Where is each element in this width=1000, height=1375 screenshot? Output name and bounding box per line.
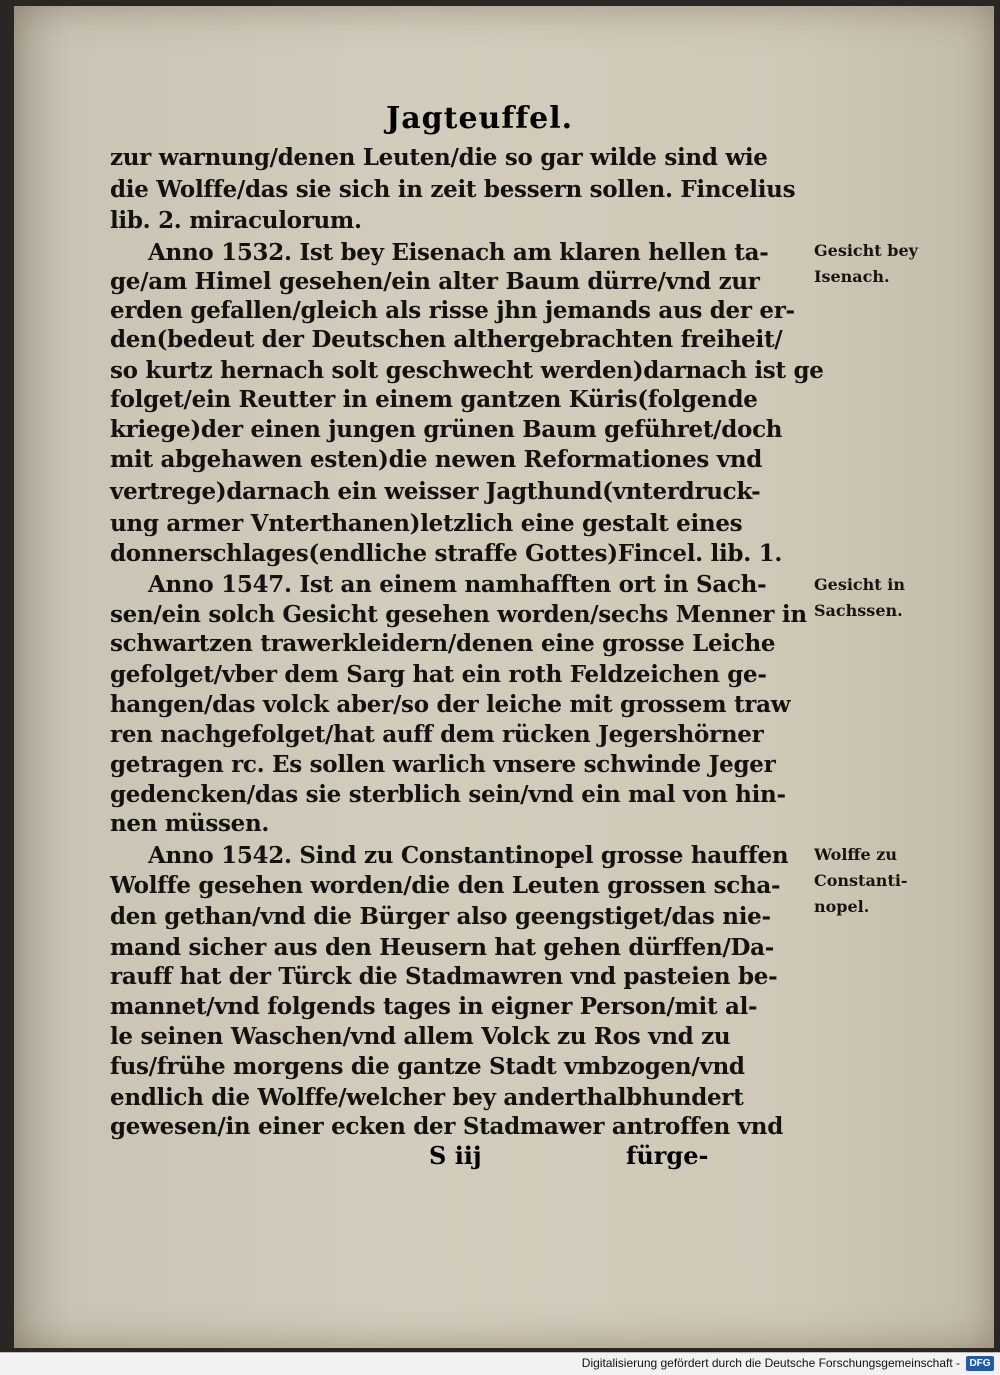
text-line: die Wolffe/das sie sich in zeit bessern sollen. Fincelius (110, 176, 796, 203)
text-line: getragen rc. Es sollen warlich vnsere schwinde Jeger (110, 751, 776, 778)
book-page (14, 6, 994, 1348)
text-line: endlich die Wolffe/welcher bey anderthalbhundert (110, 1084, 744, 1111)
text-line: lib. 2. miraculorum. (110, 207, 362, 234)
text-line: ren nachgefolget/hat auff dem rücken Jegershörner (110, 721, 764, 748)
text-line: gewesen/in einer ecken der Stadmawer antroffen vnd (110, 1113, 783, 1140)
dfg-logo[interactable]: DFG (966, 1356, 994, 1371)
text-line: ge/am Himel gesehen/ein alter Baum dürre/vnd zur (110, 268, 760, 295)
text-line: mannet/vnd folgends tages in eigner Person/mit al- (110, 993, 758, 1020)
footer-bar (0, 1352, 1000, 1375)
running-header: Jagteuffel. (386, 101, 574, 136)
text-line: kriege)der einen jungen grünen Baum geführet/doch (110, 416, 783, 443)
text-line: mand sicher aus den Heusern hat gehen dürffen/Da- (110, 934, 774, 961)
text-line: folget/ein Reutter in einem gantzen Küris(folgende (110, 386, 758, 413)
text-line: Anno 1532. Ist bey Eisenach am klaren hellen ta- (148, 239, 769, 266)
text-line: Anno 1547. Ist an einem namhafften ort in Sach- (148, 571, 767, 598)
text-line: sen/ein solch Gesicht gesehen worden/sechs Menner in (110, 601, 807, 628)
margin-note-sachsen: Gesicht in Sachssen. (814, 575, 905, 620)
text-line: nen müssen. (110, 810, 270, 837)
text-line: zur warnung/denen Leuten/die so gar wilde sind wie (110, 144, 768, 171)
catchword: fürge- (626, 1141, 709, 1170)
margin-note-eisenach: Gesicht bey Isenach. (814, 241, 918, 286)
text-line: hangen/das volck aber/so der leiche mit grossem traw (110, 691, 791, 718)
text-line: le seinen Waschen/vnd allem Volck zu Ros vnd zu (110, 1023, 731, 1050)
text-line: so kurtz hernach solt geschwecht werden)darnach ist ge (110, 357, 824, 384)
text-line: vertrege)darnach ein weisser Jagthund(vnterdruck- (110, 478, 761, 505)
text-line: gefolget/vber dem Sarg hat ein roth Feldzeichen ge- (110, 661, 767, 688)
text-line: den(bedeut der Deutschen althergebrachten freiheit/ (110, 326, 783, 353)
text-line: ung armer Vnterthanen)letzlich eine gestalt eines (110, 510, 743, 537)
text-line: mit abgehawen esten)die newen Reformationes vnd (110, 446, 763, 473)
text-line: donnerschlages(endliche straffe Gottes)Fincel. lib. 1. (110, 540, 783, 567)
margin-note-constantinopel: Wolffe zu Constanti- nopel. (814, 845, 908, 916)
text-line: Anno 1542. Sind zu Constantinopel grosse hauffen (148, 842, 789, 869)
text-line: fus/frühe morgens die gantze Stadt vmbzogen/vnd (110, 1053, 745, 1080)
text-line: schwartzen trawerkleidern/denen eine grosse Leiche (110, 630, 776, 657)
text-line: Wolffe gesehen worden/die den Leuten grossen scha- (110, 872, 781, 899)
text-line: rauff hat der Türck die Stadmawren vnd pasteien be- (110, 963, 778, 990)
text-line: den gethan/vnd die Bürger also geengstiget/das nie- (110, 903, 771, 930)
text-line: erden gefallen/gleich als risse jhn jemands aus der er- (110, 297, 795, 324)
text-line: gedencken/das sie sterblich sein/vnd ein mal von hin- (110, 781, 786, 808)
signature-mark: S iij (429, 1141, 482, 1170)
funding-notice: Digitalisierung gefördert durch die Deutsche Forschungsgemeinschaft - (581, 1356, 960, 1370)
